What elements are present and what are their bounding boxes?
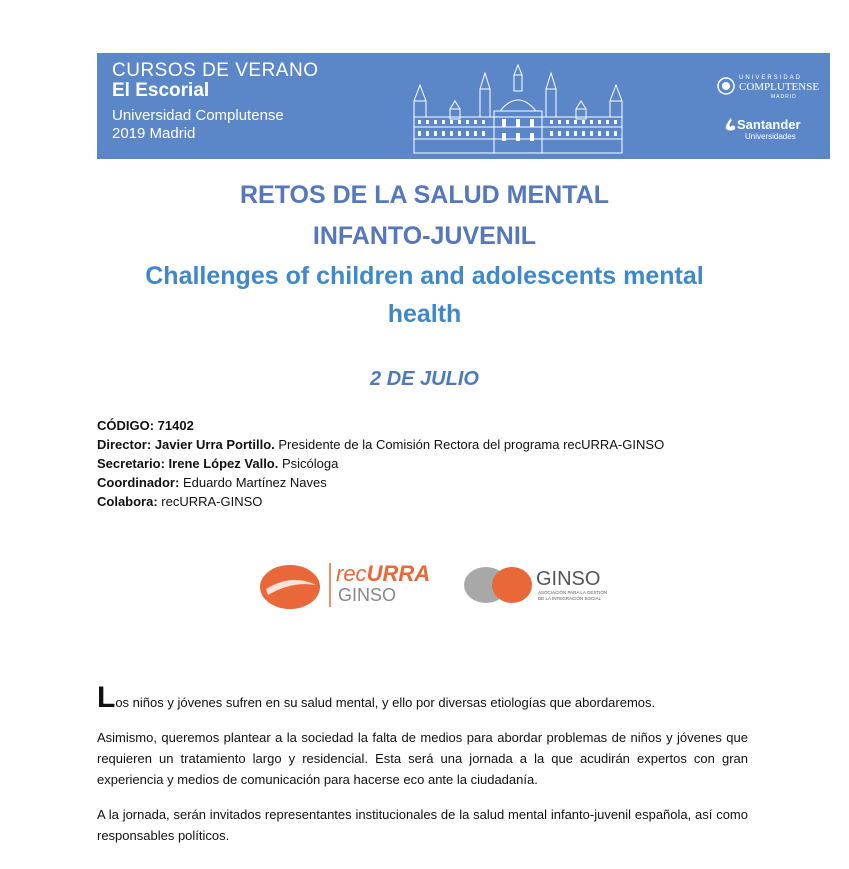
codigo-row <box>97 416 664 435</box>
recurra-rec: rec <box>336 561 367 586</box>
coordinador-name: Eduardo Martínez Naves <box>179 475 327 490</box>
header-banner <box>97 53 830 159</box>
banner-year: 2019 Madrid <box>112 125 196 142</box>
codigo: CÓDIGO: 71402 <box>97 418 194 433</box>
secretario-row <box>97 454 664 473</box>
complutense-name: COMPLUTENSE <box>739 81 820 93</box>
santander-name: Santander <box>737 117 801 132</box>
paragraph-2: Asimismo, queremos plantear a la sociedad la falta de medios para abordar problemas de niños y jóvenes que requieren un tratamiento largo y residencial. Esta será una jornada a la que acudirán expertos con gran experiencia y medios de comunicación para hacerse eco ante la ciudadanía. <box>97 730 748 787</box>
secretario-name: Irene López Vallo. <box>168 456 279 471</box>
coordinador-row <box>97 473 664 492</box>
paragraph-1 <box>97 681 748 714</box>
ginso-orange-circle-icon <box>492 567 532 603</box>
banner-text <box>112 61 318 143</box>
banner-location: El Escorial <box>112 80 210 101</box>
complutense-seal-icon <box>717 77 735 95</box>
ginso-sub2: DE LA INTEGRACIÓN SOCIAL <box>538 596 602 601</box>
recurra-urra: URRA <box>366 561 431 586</box>
colabora-name: recURRA-GINSO <box>157 494 263 509</box>
title-spanish-line2: INFANTO-JUVENIL <box>312 222 537 250</box>
secretario-label: Secretario: <box>97 456 165 471</box>
santander-flame-icon <box>725 118 736 131</box>
complutense-madrid: MADRID <box>771 94 797 100</box>
recurra-swoosh-icon <box>260 565 320 609</box>
recurra-ginso-logo <box>260 561 430 609</box>
paragraph-3: A la jornada, serán invitados representantes institucionales de la salud mental infanto-juvenil española, así como responsables políticos. <box>97 807 748 843</box>
svg-text:recURRA <box>336 561 430 586</box>
title-spanish-line1: RETOS DE LA SALUD MENTAL <box>240 181 609 209</box>
secretario-desc: Psicóloga <box>278 456 339 471</box>
ginso-logo <box>464 567 607 603</box>
partner-logos <box>258 555 618 615</box>
coordinador-label: Coordinador: <box>97 475 180 490</box>
paragraph-1-text: os niños y jóvenes sufren en su salud mental, y ello por diversas etiologías que abordaremos. <box>115 695 656 710</box>
banner-title: CURSOS DE VERANO <box>112 60 319 81</box>
director-name: Javier Urra Portillo. <box>154 437 275 452</box>
ginso-sub1: ASOCIACIÓN PARA LA GESTIÓN <box>538 590 608 595</box>
recurra-ginso-text: GINSO <box>338 585 397 605</box>
colabora-label: Colabora: <box>97 494 158 509</box>
santander-sub: Universidades <box>745 132 796 141</box>
dropcap: L <box>97 681 116 714</box>
colabora-row <box>97 492 664 511</box>
complutense-top: UNIVERSIDAD <box>739 75 803 81</box>
course-info <box>97 416 664 511</box>
el-escorial-building-illustration <box>410 61 626 155</box>
ginso-text: GINSO <box>536 568 601 590</box>
director-desc: Presidente de la Comisión Rectora del programa recURRA-GINSO <box>274 437 665 452</box>
banner-university: Universidad Complutense <box>112 107 284 124</box>
course-date: 2 DE JULIO <box>370 368 479 390</box>
title-english-line2: health <box>387 300 462 328</box>
director-row <box>97 435 664 454</box>
director-label: Director: <box>97 437 152 452</box>
title-english-line1: Challenges of children and adolescents mental <box>145 262 704 290</box>
